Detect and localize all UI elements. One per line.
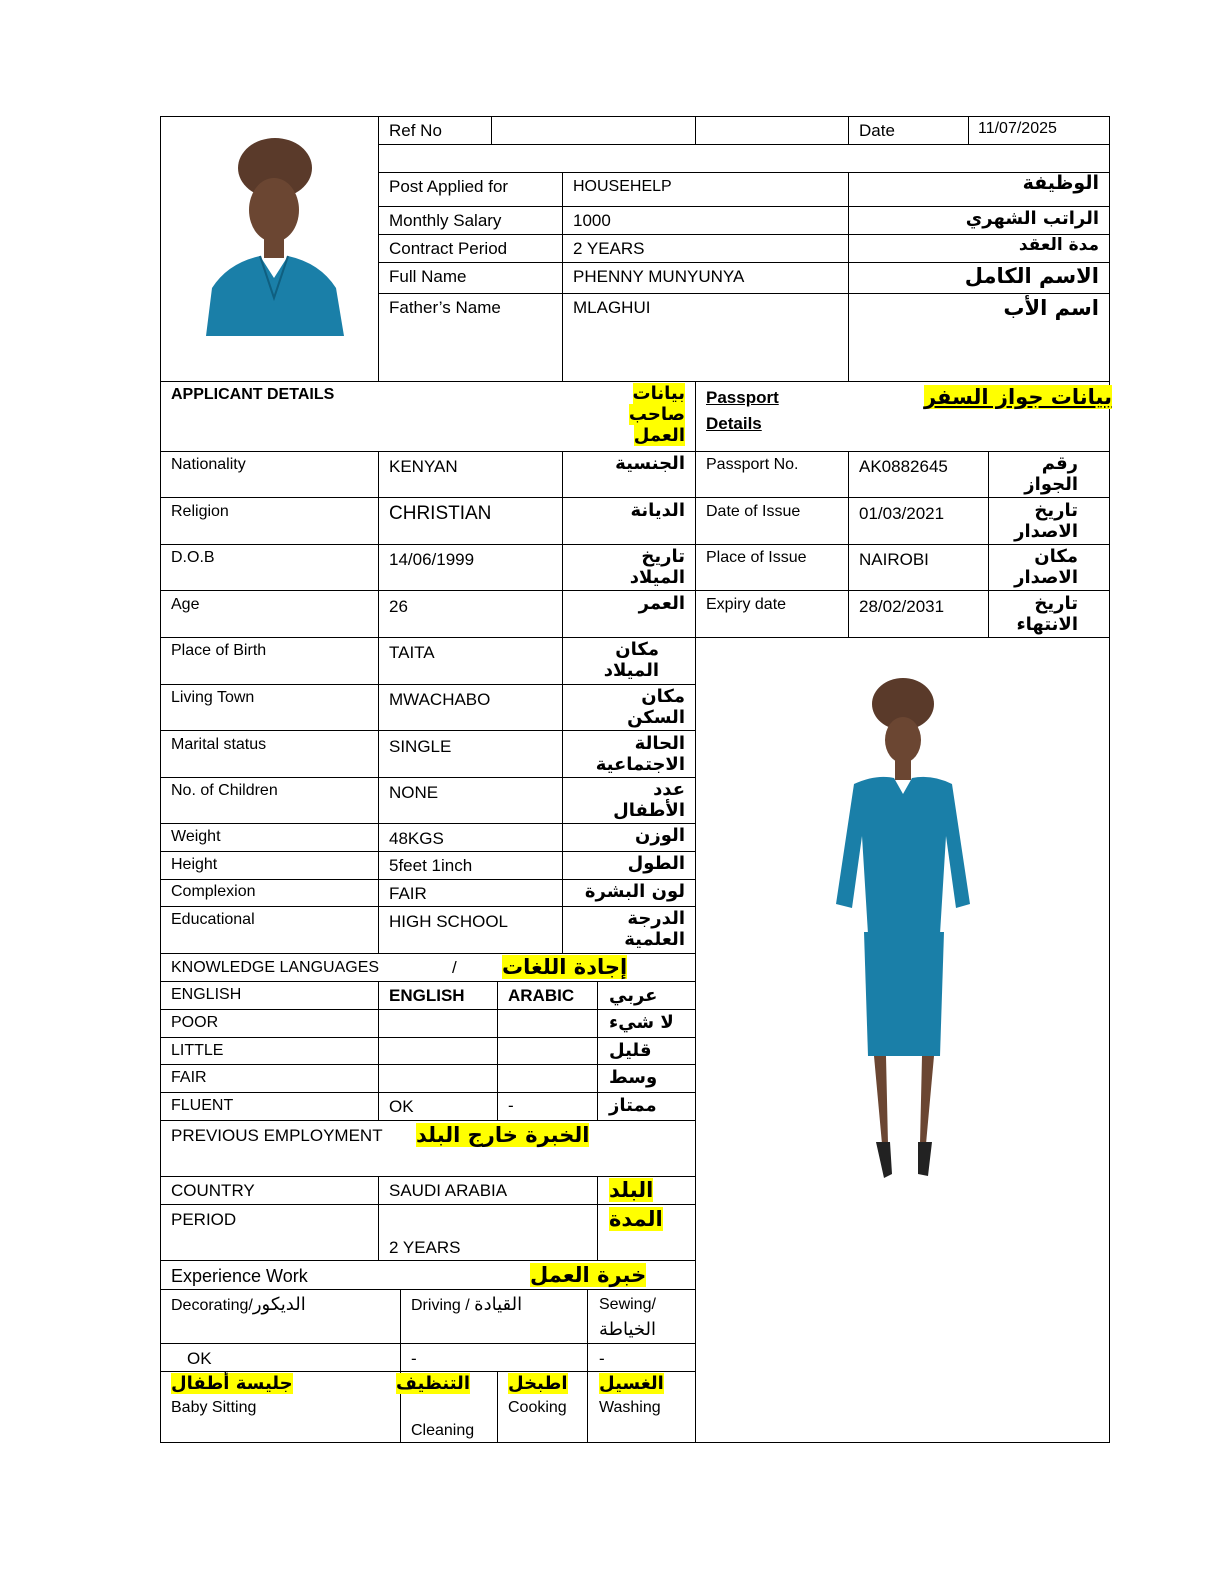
lang-fluent-arabic: - — [508, 1096, 514, 1115]
father-value: MLAGHUI — [573, 298, 651, 317]
period-value: 2 YEARS — [389, 1238, 461, 1257]
sewing-label: Sewing/ — [599, 1296, 656, 1313]
birthplace-label: Place of Birth — [171, 642, 267, 659]
birthplace-value: TAITA — [389, 643, 435, 662]
experience-title: Experience Work — [171, 1266, 308, 1286]
lang-row-ar: لا شيء — [609, 1012, 674, 1033]
lang-col-english: ENGLISH — [389, 986, 465, 1005]
father-label: Father’s Name — [389, 298, 501, 317]
marital-ar: الحالة الاجتماعية — [595, 733, 685, 775]
issue-place-ar: مكان الاصدار — [1014, 546, 1078, 588]
complexion-label: Complexion — [171, 883, 256, 900]
lang-row-label: FLUENT — [171, 1097, 234, 1114]
baby-sitting-ar: جليسة أطفال — [171, 1373, 293, 1394]
lang-row-label: FAIR — [171, 1069, 207, 1086]
lang-fluent-english: OK — [389, 1097, 414, 1116]
passport-no-label: Passport No. — [706, 456, 799, 473]
cooking-ar: اطبخل — [508, 1373, 568, 1394]
languages-slash: / — [452, 958, 457, 977]
issue-date-label: Date of Issue — [706, 503, 801, 520]
lang-row-ar: قليل — [609, 1040, 652, 1061]
country-label: COUNTRY — [171, 1181, 255, 1200]
lang-col0: ENGLISH — [171, 986, 242, 1003]
birthplace-ar: مكان الميلاد — [603, 639, 659, 681]
passport-no-ar: رقم الجواز — [1024, 453, 1078, 495]
sewing-value: - — [599, 1349, 605, 1368]
applicant-details-heading: APPLICANT DETAILS — [171, 386, 335, 403]
expiry-label: Expiry date — [706, 596, 787, 613]
religion-value: CHRISTIAN — [389, 503, 492, 524]
age-label: Age — [171, 596, 200, 613]
fullname-ar: الاسم الكامل — [964, 264, 1099, 288]
complexion-ar: لون البشرة — [584, 881, 685, 902]
cleaning-label: Cleaning — [411, 1422, 475, 1439]
children-value: NONE — [389, 783, 439, 802]
religion-label: Religion — [171, 503, 229, 520]
decorating-label: Decorating/الديكور — [171, 1294, 306, 1315]
livingtown-label: Living Town — [171, 689, 255, 706]
age-ar: العمر — [638, 593, 685, 614]
contract-label: Contract Period — [389, 239, 508, 258]
weight-label: Weight — [171, 828, 221, 845]
lang-row-ar: وسط — [609, 1067, 658, 1088]
children-ar: عدد الأطفال — [613, 779, 685, 821]
languages-ar: إجادة اللغات — [502, 955, 628, 979]
post-ar: الوظيفة — [1022, 172, 1099, 194]
lang-row-label: LITTLE — [171, 1042, 224, 1059]
period-label: PERIOD — [171, 1210, 237, 1229]
contract-value: 2 YEARS — [573, 239, 645, 258]
washing-ar: الغسيل — [599, 1373, 664, 1394]
height-label: Height — [171, 856, 218, 873]
weight-ar: الوزن — [635, 825, 685, 846]
children-label: No. of Children — [171, 782, 278, 799]
cooking-label: Cooking — [508, 1399, 567, 1416]
sewing-ar: الخياطة — [599, 1319, 656, 1340]
baby-sitting-label: Baby Sitting — [171, 1399, 257, 1416]
dob-value: 14/06/1999 — [389, 550, 475, 569]
driving-label: Driving / القيادة — [411, 1294, 523, 1315]
country-value: SAUDI ARABIA — [389, 1181, 508, 1200]
education-label: Educational — [171, 911, 255, 928]
nationality-ar: الجنسية — [615, 453, 685, 474]
dob-ar: تاريخ الميلاد — [629, 546, 685, 588]
weight-value: 48KGS — [389, 829, 444, 848]
ref-no-label: Ref No — [389, 121, 442, 140]
period-ar: المدة — [609, 1207, 663, 1231]
salary-label: Monthly Salary — [389, 211, 502, 230]
nationality-value: KENYAN — [389, 457, 458, 476]
country-ar: البلد — [609, 1178, 654, 1202]
full-body-photo — [828, 676, 976, 1182]
driving-value: - — [411, 1349, 417, 1368]
date-value: 11/07/2025 — [978, 120, 1057, 137]
languages-title: KNOWLEDGE LANGUAGES — [171, 959, 380, 976]
nationality-label: Nationality — [171, 456, 246, 473]
dob-label: D.O.B — [171, 549, 215, 566]
issue-place-value: NAIROBI — [859, 550, 929, 569]
decorating-value: OK — [187, 1349, 212, 1368]
fullname-value: PHENNY MUNYUNYA — [573, 267, 745, 286]
expiry-ar: تاريخ الانتهاء — [1016, 593, 1078, 635]
livingtown-value: MWACHABO — [389, 690, 491, 709]
post-label: Post Applied for — [389, 177, 509, 196]
fullname-label: Full Name — [389, 267, 467, 286]
lang-col-ar: عربي — [609, 985, 658, 1006]
education-value: HIGH SCHOOL — [389, 912, 509, 931]
marital-value: SINGLE — [389, 737, 452, 756]
salary-value: 1000 — [573, 211, 611, 230]
passport-details-ar: بيانات جواز السفر — [923, 385, 1112, 409]
passport-no-value: AK0882645 — [859, 457, 948, 476]
lang-col-arabic: ARABIC — [508, 986, 575, 1005]
issue-date-ar: تاريخ الاصدار — [1014, 500, 1078, 542]
lang-row-ar: ممتاز — [609, 1095, 657, 1116]
employment-ar: الخبرة خارج البلد — [416, 1123, 590, 1147]
father-ar: اسم الأب — [1003, 296, 1099, 320]
contract-ar: مدة العقد — [1018, 235, 1099, 255]
height-ar: الطول — [627, 853, 685, 874]
religion-ar: الديانة — [630, 500, 685, 521]
age-value: 26 — [389, 597, 408, 616]
washing-label: Washing — [599, 1399, 661, 1416]
cleaning-ar: التنظيف — [396, 1373, 470, 1394]
date-label: Date — [859, 121, 895, 140]
height-value: 5feet 1inch — [389, 856, 473, 875]
applicant-details-ar: بيانات صاحب العمل — [628, 383, 685, 446]
employment-title: PREVIOUS EMPLOYMENT — [171, 1126, 383, 1145]
post-value: HOUSEHELP — [573, 178, 672, 195]
issue-place-label: Place of Issue — [706, 549, 807, 566]
experience-ar: خبرة العمل — [530, 1263, 647, 1287]
lang-row-label: POOR — [171, 1014, 219, 1031]
expiry-value: 28/02/2031 — [859, 597, 945, 616]
issue-date-value: 01/03/2021 — [859, 504, 945, 523]
education-ar: الدرجة العلمية — [624, 908, 685, 950]
salary-ar: الراتب الشهري — [965, 208, 1099, 229]
livingtown-ar: مكان السكن — [627, 686, 685, 728]
complexion-value: FAIR — [389, 884, 427, 903]
passport-details-heading: Passport Details — [706, 388, 779, 433]
marital-label: Marital status — [171, 736, 267, 753]
portrait-photo — [198, 128, 350, 336]
